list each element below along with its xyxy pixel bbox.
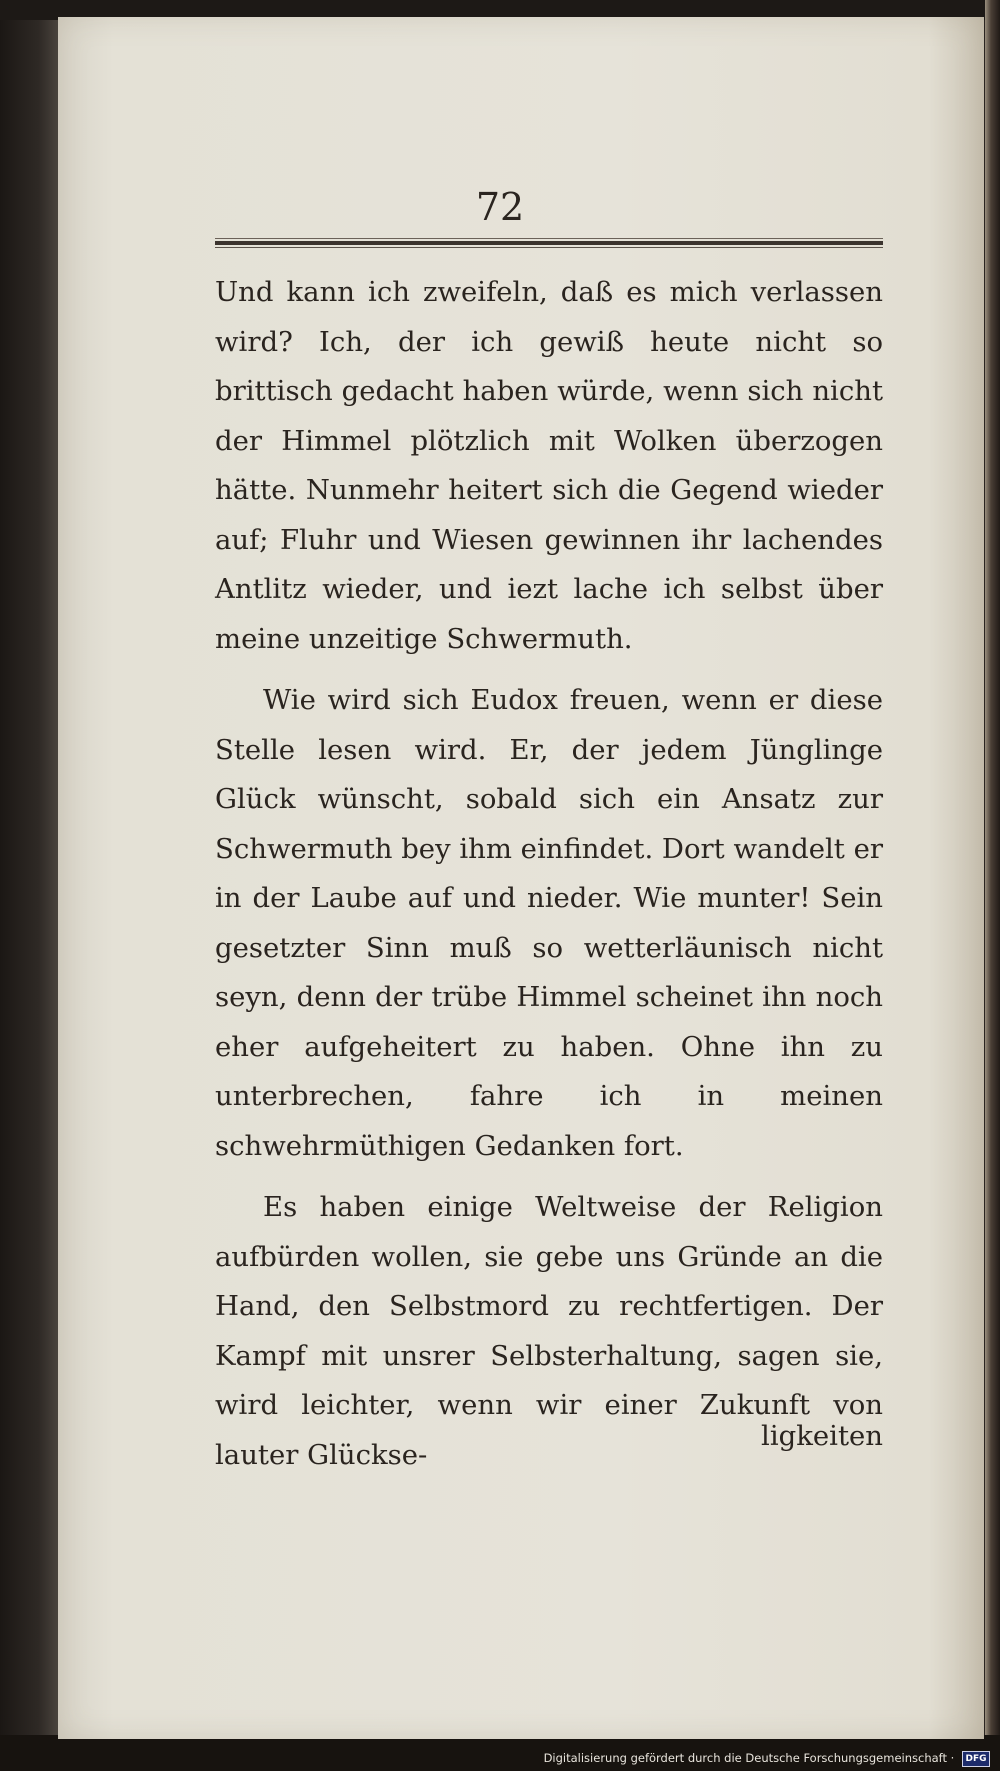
catchword: ligkeiten: [761, 1420, 883, 1452]
header-rule-thick-line: [215, 241, 883, 245]
paragraph-2: Wie wird sich Eudox freuen, wenn er diese Stelle lesen wird. Er, der jedem Jünglinge Glück wünscht, sobald sich ein Ansatz zur Schwermuth bey ihm einfindet. Dort wandelt er in der Laube auf und nieder. Wie munter! Sein gesetzter Sinn muß so wetterläunisch nicht seyn, denn der trübe Himmel scheinet ihn noch eher aufgeheitert zu haben. Ohne ihn zu unterbrechen, fahre ich in meinen schwehrmüthigen Gedanken fort.: [215, 684, 884, 1162]
paragraph-1: Und kann ich zweifeln, daß es mich verlassen wird? Ich, der ich gewiß heute nicht so brittisch gedacht haben würde, wenn sich nicht der Himmel plötzlich mit Wolken überzogen hätte. Nunmehr heitert sich die Gegend wieder auf; Fluhr und Wiesen gewinnen ihr lachendes Antlitz wieder, und iezt lache ich selbst über meine unzeitige Schwermuth.: [215, 276, 883, 655]
header-rule-top-line: [215, 238, 883, 239]
digitization-credit: [520, 1748, 990, 1768]
header-rule: [215, 238, 883, 248]
dfg-logo-icon: DFG: [962, 1751, 990, 1767]
book-edge-right: [985, 0, 1000, 1771]
body-text: [215, 268, 883, 1480]
credit-text: Digitalisierung gefördert durch die Deutsche Forschungsgemeinschaft ·: [543, 1751, 955, 1765]
page-number: 72: [475, 185, 525, 229]
header-rule-thin-line: [215, 247, 883, 248]
paragraph-3: Es haben einige Weltweise der Religion aufbürden wollen, sie gebe uns Gründe an die Hand, den Selbstmord zu rechtfertigen. Der Kampf mit unsrer Selbsterhaltung, sagen sie, wird leichter, wenn wir einer Zukunft von lauter Glückse-: [215, 1191, 883, 1471]
